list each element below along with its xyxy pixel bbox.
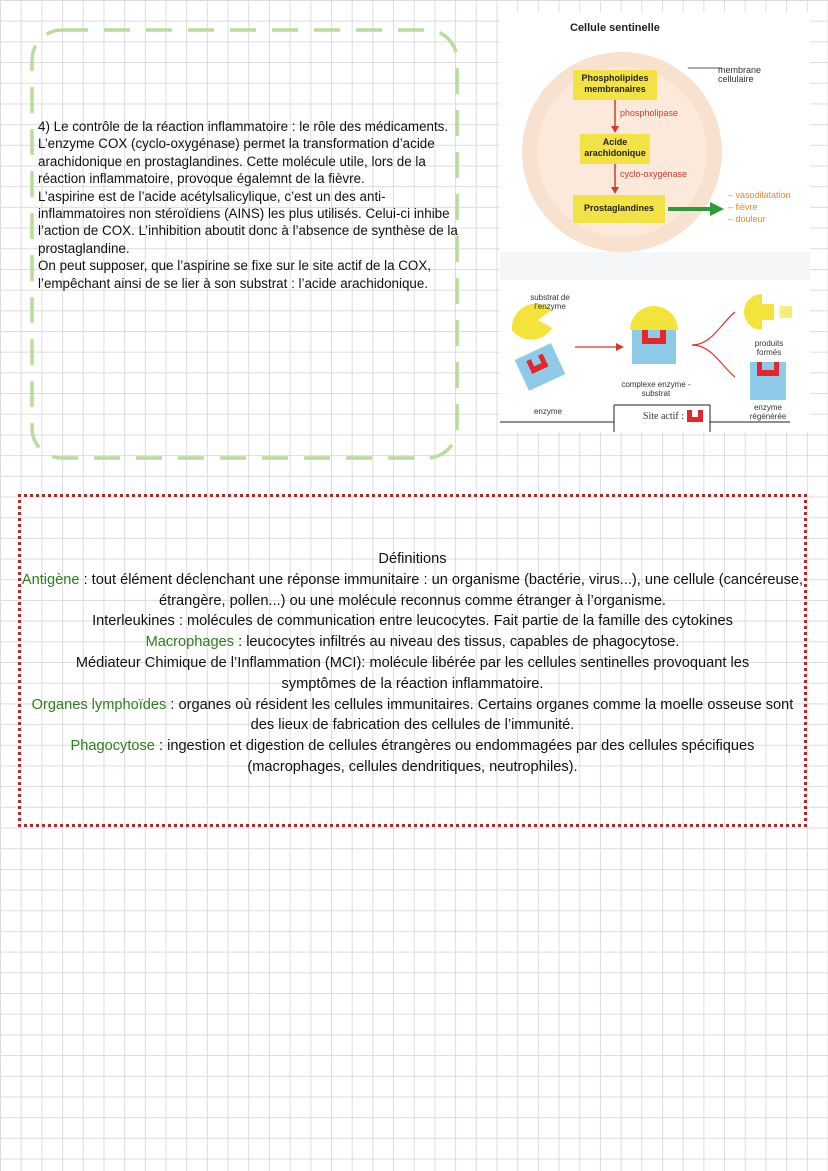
enzyme-regen-label: enzyme régénérée (749, 403, 787, 421)
definition-term: Macrophages (145, 634, 235, 651)
definition-term: Antigène (21, 571, 80, 588)
intro-paragraph: L’enzyme COX (cyclo-oxygénase) permet la transformation d’acide arachidonique en prostaglandines. Cette molécule utile, lors de la réaction inflammatoire, provoque égalemnt de la fièvre. (38, 136, 435, 187)
definition-text: : leucocytes infiltrés au niveau des tissus, capables de phagocytose. (234, 634, 680, 651)
definition-item (21, 695, 804, 737)
produits-label: produits formés (754, 339, 784, 357)
complex-enzyme (632, 330, 676, 364)
effects-list (728, 189, 806, 225)
definition-text: Interleukines : molécules de communication entre leucocytes. Fait partie de la famille des cytokines (92, 613, 733, 630)
definition-item (21, 611, 804, 632)
figure-title: Cellule sentinelle (570, 22, 660, 34)
definition-text: Médiateur Chimique de l’Inflammation (MCI): molécule libérée par les cellules sentinelles provoquant les symptômes de la réaction inflammatoire. (75, 654, 750, 692)
box3-label: Prostaglandines (583, 203, 655, 213)
effect-item: – fièvre (728, 202, 758, 212)
definition-item (21, 570, 804, 612)
definitions-heading: Définitions (378, 551, 447, 567)
substrat-label: substrat de l’enzyme (530, 293, 570, 311)
definition-item (21, 653, 804, 695)
definition-item (21, 736, 804, 778)
definition-text: : organes où résident les cellules immunitaires. Certains organes comme la moelle osseuse sont des lieux de fabrication des cellules de l’immunité. (166, 696, 794, 734)
box2-label: Acide arachidonique (584, 137, 646, 158)
intro-paragraph: 4) Le contrôle de la réaction inflammatoire : le rôle des médicaments. (38, 119, 449, 134)
intro-paragraph: L’aspirine est de l’acide acétylsalicylique, c’est un des anti-inflammatoires non stéroïdiens (AINS) les plus utilisés. Celui-ci inhibe l’action de COX. L’inhibition aboutit donc à l’absence de synthèse de la prostaglandine. (38, 188, 458, 256)
definitions-box (18, 494, 807, 827)
definitions-content (21, 549, 804, 778)
enzyme1-label: phospholipase (620, 108, 679, 118)
membrane-label: membrane cellulaire (718, 65, 762, 84)
effect-item: – douleur (728, 214, 766, 224)
definition-text: : ingestion et digestion de cellules étrangères ou endommagées par des cellules spécifiques (macrophages, cellules dendritiques, neutrophiles). (154, 738, 755, 775)
box1-label: Phospholipides membranaires (581, 73, 649, 94)
enzyme2-label: cyclo-oxygénase (620, 169, 688, 179)
definition-item (21, 632, 804, 653)
product-shape-2 (780, 306, 792, 318)
complexe-label: complexe enzyme - substrat (621, 380, 691, 398)
enzyme-label: enzyme (533, 407, 562, 416)
intro-text-block (38, 118, 458, 292)
definition-term: Organes lymphoïdes (31, 696, 167, 713)
definition-text: : tout élément déclenchant une réponse immunitaire : un organisme (bactérie, virus...), une cellule (cancéreuse, étrangère, pollen...) ou une molécule reconnus comme étranger à l’organisme. (79, 571, 804, 609)
definition-term: Phagocytose (70, 738, 155, 755)
intro-paragraph: On peut supposer, que l’aspirine se fixe sur le site actif de la COX, l’empêchant ainsi de se lier à son substrat : l’acide arachidonique. (38, 258, 431, 291)
inflammation-figure (500, 12, 810, 432)
regenerated-enzyme (750, 362, 786, 400)
effect-item: – vasodilatation (728, 190, 791, 200)
site-actif-label: Site actif : (642, 411, 684, 422)
